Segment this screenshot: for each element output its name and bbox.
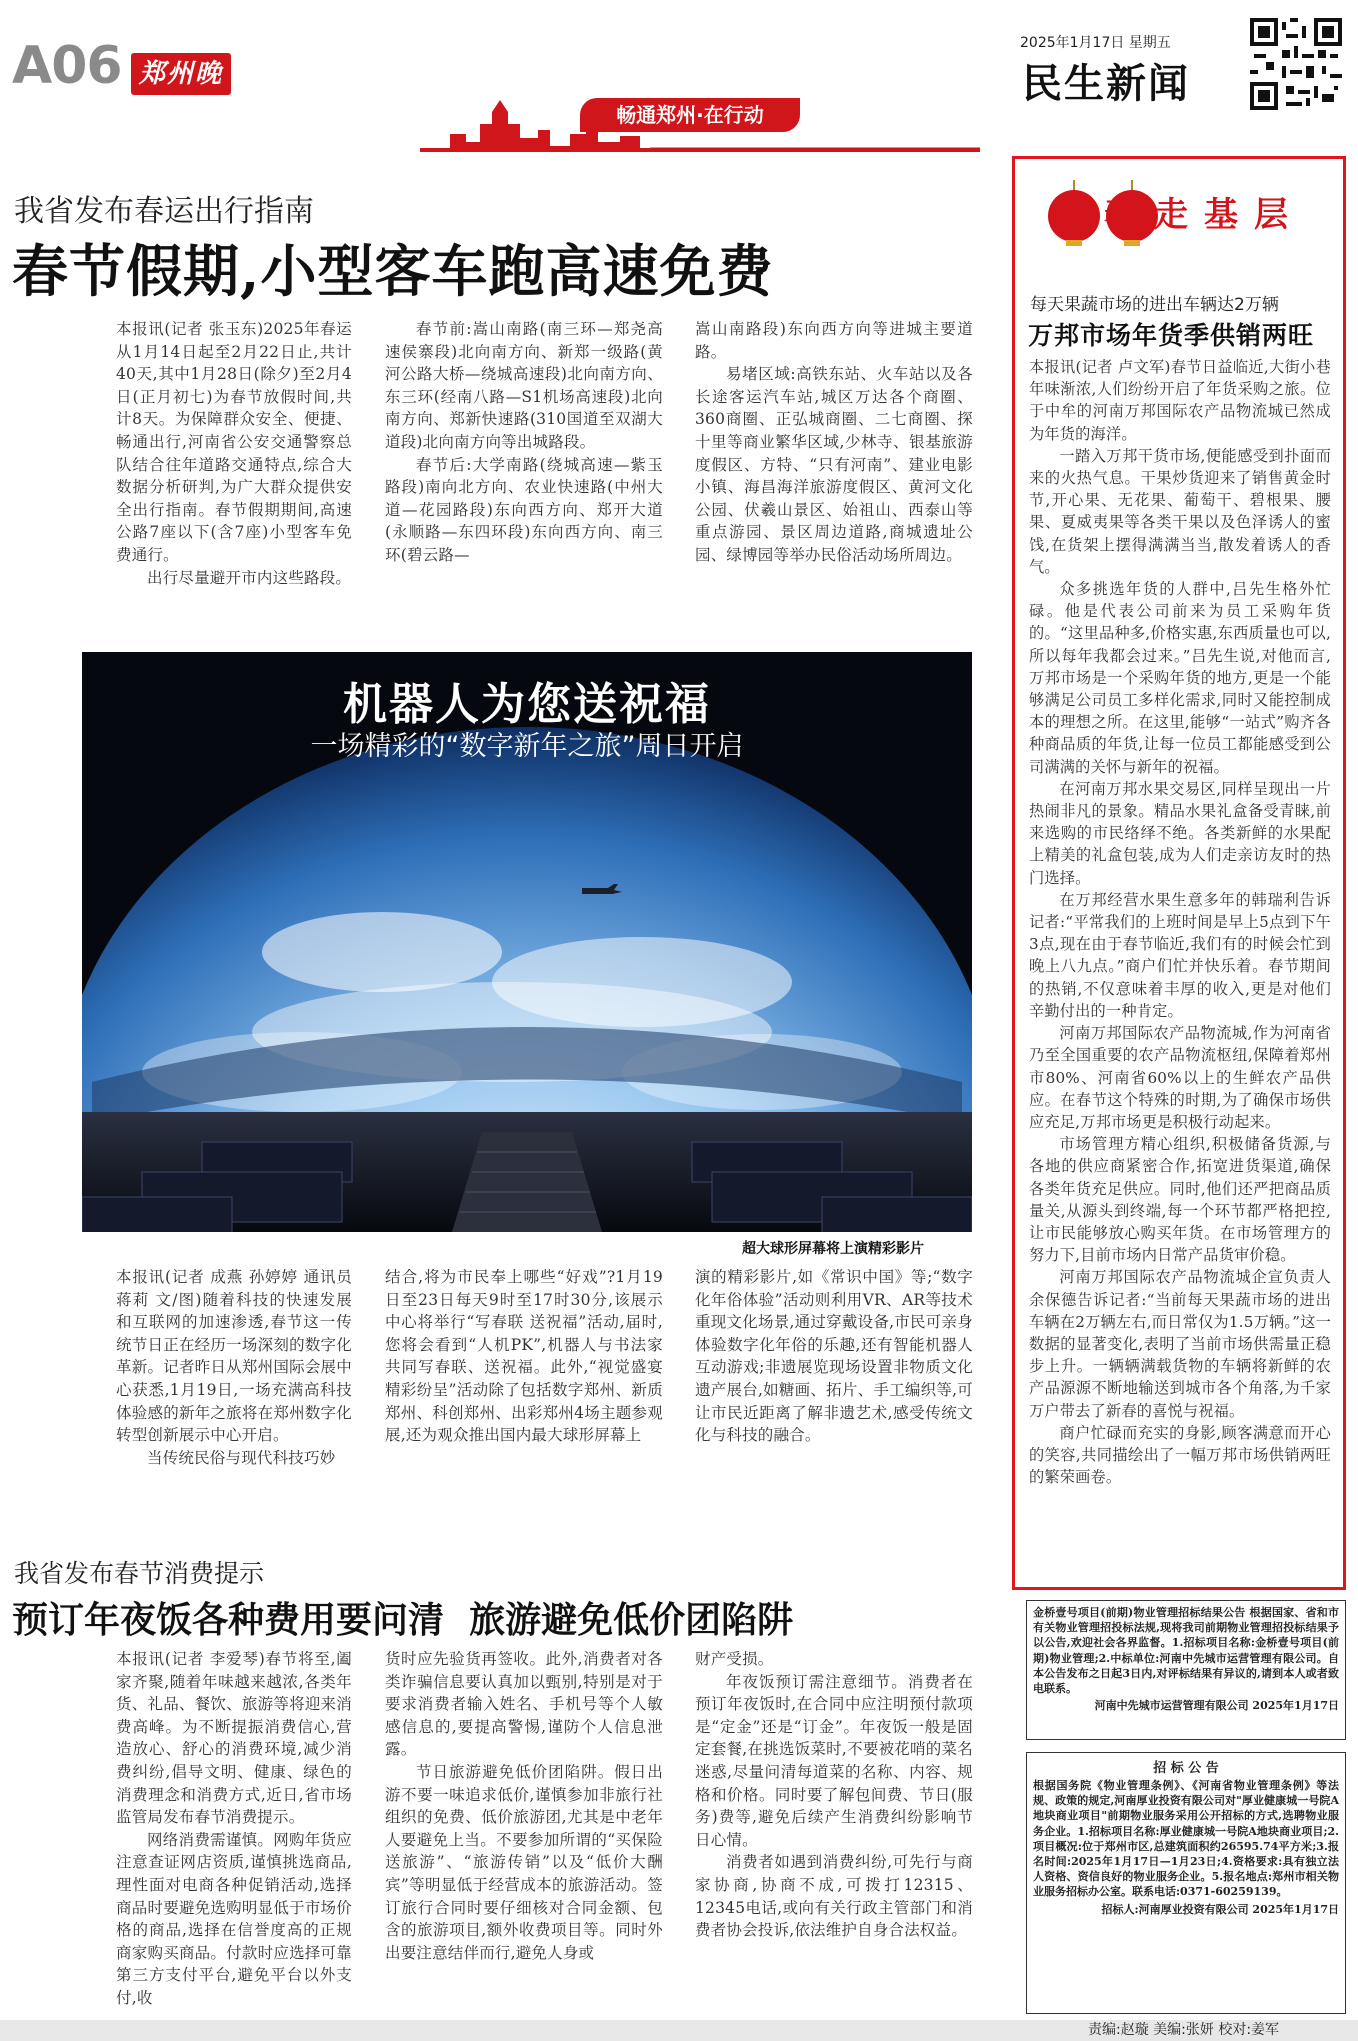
- sidebar-paragraph: 在万邦经营水果生意多年的韩瑞利告诉记者:“平常我们的上班时间是早上5点到下午3点,现在由于春节临近,我们有的时候会忙到晚上八九点。”商户们忙并快乐着。春节期间的热销,不仅意味着丰厚的收入,更是对他们辛勤付出的一种肯定。: [1029, 890, 1331, 1020]
- dome-theater-photo: [82, 652, 972, 1232]
- footer-credits: 责编:赵璇 美编:张妍 校对:姜军: [1088, 2022, 1280, 2038]
- article3-headline: 预订年夜饭各种费用要问清 旅游避免低价团陷阱: [12, 1599, 794, 1641]
- article3-paragraph: 年夜饭预订需注意细节。消费者在预订年夜饭时,在合同中应注明预付款项是“定金”还是“订金”。年夜饭一般是固定套餐,在挑选饭菜时,不要被花哨的菜名迷惑,尽量问清每道菜的名称、内容、规格和价格。同时要了解包间费、节日(服务)费等,避免后续产生消费纠纷影响节日心情。: [695, 1672, 973, 1849]
- article2-column-2: [385, 1266, 663, 1447]
- article3-kicker: 我省发布春节消费提示: [14, 1559, 265, 1588]
- notice-1-footer: 河南中先城市运营管理有限公司 2025年1月17日: [1094, 1699, 1339, 1713]
- photo-title: 机器人为您送祝福: [343, 679, 711, 730]
- photo-subtitle: 一场精彩的“数字新年之旅”周日开启: [310, 731, 744, 762]
- article1-paragraph: 出行尽量避开市内这些路段。: [147, 568, 352, 587]
- article1-paragraph: 春节前:嵩山南路(南三环—郑尧高速侯寨段)北向南方向、新郑一级路(黄河公路大桥—绕城高速段)北向南方向、东三环(经南八路—S1机场高速段)北向南方向、郑新快速路(310国道至双湖大道段)北向南方向等出城路段。: [385, 320, 663, 451]
- notice-2-footer: 招标人:河南厚业投资有限公司 2025年1月17日: [1101, 1902, 1339, 1916]
- notice-1-text: 金桥壹号项目(前期)物业管理招标结果公告 根据国家、省和市有关物业管理招投标法规,现将我司前期物业管理招投标结果予以公告,欢迎社会各界监督。1.招标项目名称:金桥壹号项目(前期)物业管理;2.中标单位:河南中先城市运营管理有限公司。自本公告发布之日起3日内,对评标结果有异议的,请到本人或者致电联系。: [1033, 1606, 1339, 1696]
- notice-box-2: [1026, 1752, 1346, 2014]
- sidebar-kicker: 每天果蔬市场的进出车辆达2万辆: [1030, 295, 1279, 315]
- photo-caption: 超大球形屏幕将上演精彩影片: [742, 1241, 924, 1257]
- article2-paragraph: 演的精彩影片,如《常识中国》等;“数字化年俗体验”活动则利用VR、AR等技术重现文化场景,通过穿戴设备,市民可亲身体验数字化年俗的乐趣,还有智能机器人互动游戏;非遗展览现场设置非物质文化遗产展台,如糖画、拓片、手工编织等,可让市民近距离了解非遗艺术,感受传统文化与科技的融合。: [695, 1268, 973, 1445]
- sidebar-paragraph: 一踏入万邦干货市场,便能感受到扑面而来的火热气息。干果炒货迎来了销售黄金时节,开心果、无花果、葡萄干、碧根果、腰果、夏威夷果等各类干果以及色泽诱人的蜜饯,在货架上摆得满满当当,散发着诱人的香气。: [1029, 446, 1331, 576]
- new-year-logo: [1040, 178, 1320, 256]
- article2-paragraph: 本报讯(记者 成燕 孙婷婷 通讯员 蒋莉 文/图)随着科技的快速发展和互联网的加速渗透,春节这一传统节日正在经历一场深刻的数字化革新。记者昨日从郑州国际会展中心获悉,1月19日,一场充满高科技体验感的新年之旅将在郑州数字化转型创新展示中心开启。: [116, 1268, 352, 1445]
- article2-paragraph: 当传统民俗与现代科技巧妙: [147, 1448, 336, 1467]
- newspaper-logo: [131, 53, 231, 131]
- article1-column-1: [116, 318, 352, 589]
- notice-box-1: [1026, 1600, 1346, 1740]
- article1-headline: 春节假期,小型客车跑高速免费: [12, 239, 774, 305]
- sidebar-paragraph: 本报讯(记者 卢文军)春节日益临近,大街小巷年味渐浓,人们纷纷开启了年货采购之旅。位于中牟的河南万邦国际农产品物流城已然成为年货的海洋。: [1029, 358, 1331, 443]
- article1-paragraph: 春节后:大学南路(绕城高速—紫玉路段)南向北方向、农业快速路(中州大道—花园路段)东向西方向、郑开大道(永顺路—东四环段)东向西方向、南三环(碧云路—: [385, 455, 663, 564]
- sidebar-headline: 万邦市场年货季供销两旺: [1028, 321, 1315, 350]
- notice-2-title: 招 标 公 告: [1153, 1761, 1219, 1776]
- sidebar-paragraph: 商户忙碌而充实的身影,顾客满意而开心的笑容,共同描绘出了一幅万邦市场供销两旺的繁荣画卷。: [1029, 1423, 1331, 1487]
- article3-column-2: [385, 1648, 663, 1964]
- article3-column-3: [695, 1648, 973, 1942]
- notice-2-text: 根据国务院《物业管理条例》、《河南省物业管理条例》等法规、政策的规定,河南厚业投资有限公司对"厚业健康城一号院A地块商业项目"前期物业服务采用公开招标的方式,选聘物业服务企业。1.招标项目名称:厚业健康城一号院A地块商业项目;2.项目概况:位于郑州市区,总建筑面积约26595.74平方米;3.报名时间:2025年1月17日—1月23日;4.资格要求:具有独立法人资格、资信良好的物业服务企业。5.报名地点:郑州市相关物业服务招标办公室。联系电话:0371-60259139。: [1033, 1779, 1339, 1899]
- new-year-logo-text: 新春走基层: [1054, 195, 1304, 235]
- article1-paragraph: 本报讯(记者 张玉东)2025年春运从1月14日起至2月22日止,共计40天,其中1月28日(除夕)至2月4日(正月初七)为春节放假时间,共计8天。为保障群众安全、便捷、畅通出行,河南省公安交通警察总队结合往年道路交通特点,综合大数据分析研判,为广大群众提供安全出行指南。春节假期期间,高速公路7座以下(含7座)小型客车免费通行。: [116, 320, 352, 564]
- page-number: A06: [12, 36, 122, 96]
- article2-column-1: [116, 1266, 352, 1469]
- article3-paragraph: 货时应先验货再签收。此外,消费者对各类诈骗信息要认真加以甄别,特别是对于要求消费者输入姓名、手机号等个人敏感信息的,要提高警惕,谨防个人信息泄露。: [385, 1650, 663, 1759]
- article1-column-2: [385, 318, 663, 567]
- article1-kicker: 我省发布春运出行指南: [14, 194, 314, 229]
- article3-paragraph: 财产受损。: [695, 1650, 774, 1668]
- article3-column-1: [116, 1648, 352, 2010]
- article3-paragraph: 节日旅游避免低价团陷阱。假日出游不要一味追求低价,谨慎参加非旅行社组织的免费、低价旅游团,尤其是中老年人要避免上当。不要参加所谓的“买保险送旅游”、“旅游传销”以及“低价大酬宾”等明显低于经营成本的旅游活动。签订旅行合同时要仔细核对合同金额、包含的旅游项目,额外收费项目等。同时外出要注意结伴而行,避免人身或: [385, 1762, 663, 1962]
- article3-paragraph: 网络消费需谨慎。网购年货应注意查证网店资质,谨慎挑选商品,理性面对电商各种促销活动,选择商品时要避免选购明显低于市场价格的商品,选择在信誉度高的正规商家购买商品。付款时应选择可靠第三方支付平台,避免平台以外支付,收: [116, 1830, 352, 2007]
- newspaper-name: 郑州晚报: [138, 59, 223, 131]
- article1-column-3: [695, 318, 973, 567]
- article2-paragraph: 结合,将为市民奉上哪些“好戏”?1月19日至23日每天9时至17时30分,该展示中心将举行“写春联 送祝福”活动,届时,您将会看到“人机PK”,机器人与书法家共同写春联、送祝福。此外,“视觉盛宴 精彩纷呈”活动除了包括数字郑州、新质郑州、科创郑州、出彩郑州4场主题参观展,还为观众推出国内最大球形屏幕上: [385, 1268, 663, 1445]
- section-title: 民生新闻: [1022, 61, 1190, 107]
- article3-paragraph: 消费者如遇到消费纠纷,可先行与商家协商,协商不成,可拨打12315、12345电话,或向有关行政主管部门和消费者协会投诉,依法维护自身合法权益。: [695, 1853, 973, 1940]
- qr-code-icon[interactable]: [1250, 18, 1342, 110]
- sidebar-paragraph: 河南万邦国际农产品物流城企宣负责人余保德告诉记者:“当前每天果蔬市场的进出车辆在2万辆左右,而日常仅为1.5万辆。”这一数据的显著变化,表明了当前市场供需量正稳步上升。一辆辆满载货物的车辆将新鲜的农产品源源不断地输送到城市各个角落,为千家万户带去了新春的喜悦与祝福。: [1029, 1268, 1331, 1420]
- sidebar-body: [1029, 356, 1331, 1488]
- sidebar-paragraph: 市场管理方精心组织,积极储备货源,与各地的供应商紧密合作,拓宽进货渠道,确保各类年货充足供应。同时,他们还严把商品质量关,从源头到终端,每一个环节都严格把控,让市民能够放心购买年货。在市场管理方的努力下,目前市场内日常产品货审价稳。: [1029, 1135, 1331, 1265]
- sidebar-paragraph: 河南万邦国际农产品物流城,作为河南省乃至全国重要的农产品物流枢纽,保障着郑州市80%、河南省60%以上的生鲜农产品供应。在春节这个特殊的时期,为了确保市场供应充足,万邦市场更是积极行动起来。: [1029, 1024, 1331, 1131]
- sidebar-paragraph: 在河南万邦水果交易区,同样呈现出一片热闹非凡的景象。精品水果礼盒备受青睐,前来选购的市民络绎不绝。各类新鲜的水果配上精美的礼盒包装,成为人们走亲访友时的热门选择。: [1029, 779, 1331, 887]
- slogan: 畅通郑州·在行动: [616, 103, 764, 127]
- sidebar-paragraph: 众多挑选年货的人群中,吕先生格外忙碌。他是代表公司前来为员工采购年货的。“这里品种多,价格实惠,东西质量也可以,所以每年我都会过来。”吕先生说,对他而言,万邦市场是一个采购年货的地方,更是一个能够满足公司员工多样化需求,同时又能控制成本的理想之所。在这里,能够“一站式”购齐各种商品质的年货,让每一位员工都能感受到公司满满的关怀与新年的祝福。: [1029, 580, 1331, 776]
- article2-column-3: [695, 1266, 973, 1447]
- article3-paragraph: 本报讯(记者 李爱琴)春节将至,阖家齐聚,随着年味越来越浓,各类年货、礼品、餐饮、旅游等将迎来消费高峰。为不断提振消费信心,营造放心、舒心的消费环境,减少消费纠纷,倡导文明、健康、绿色的消费理念和消费方式,近日,省市场监管局发布春节消费提示。: [116, 1650, 352, 1827]
- article1-paragraph: 嵩山南路段)东向西方向等进城主要道路。: [695, 320, 973, 361]
- issue-date: 2025年1月17日 星期五: [1020, 35, 1171, 51]
- article1-paragraph: 易堵区域:高铁东站、火车站以及各长途客运汽车站,城区万达各个商圈、360商圈、正弘城商圈、二七商圈、探十里等商业繁华区域,少林寺、银基旅游度假区、方特、“只有河南”、建业电影小镇、海昌海洋旅游度假区、黄河文化公园、伏羲山景区、始祖山、西泰山等重点游园、景区周边道路,商城遗址公园、绿博园等举办民俗活动场所周边。: [695, 365, 973, 564]
